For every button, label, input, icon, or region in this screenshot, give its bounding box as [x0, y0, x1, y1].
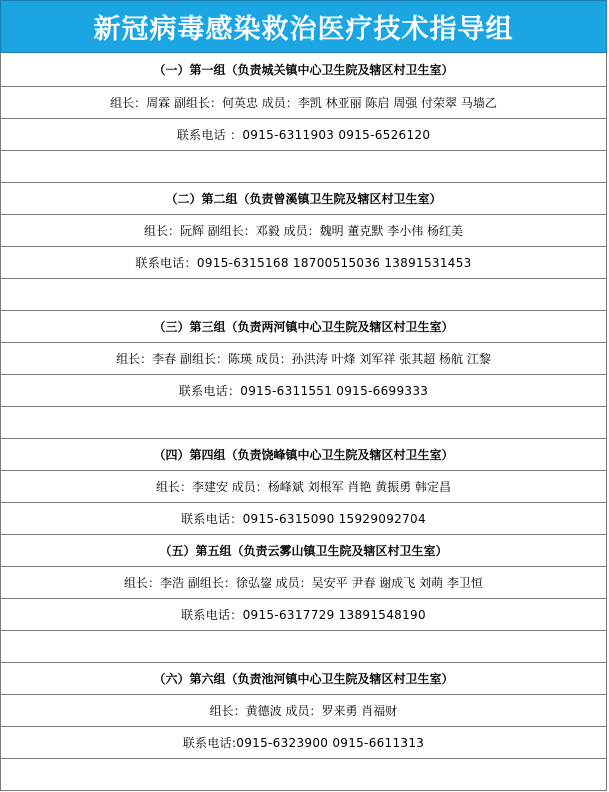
- blank-row: [0, 279, 607, 311]
- group-5-members: 组长：李浩 副组长：徐弘鋆 成员：吴安平 尹春 谢成飞 刘萌 李卫恒: [0, 567, 607, 599]
- blank-row: [0, 151, 607, 183]
- group-5-phone: 联系电话：0915-6317729 13891548190: [0, 599, 607, 631]
- blank-row: [0, 631, 607, 663]
- page-title: 新冠病毒感染救治医疗技术指导组: [93, 14, 514, 45]
- group-3-phone: 联系电话：0915-6311551 0915-6699333: [0, 375, 607, 407]
- group-6-phone: 联系电话:0915-6323900 0915-6611313: [0, 727, 607, 759]
- group-5-heading: （五）第五组（负责云雾山镇卫生院及辖区村卫生室）: [0, 535, 607, 567]
- group-3-heading: （三）第三组（负责两河镇中心卫生院及辖区村卫生室）: [0, 311, 607, 343]
- group-1-members: 组长：周霖 副组长：何英忠 成员：李凯 林亚丽 陈启 周强 付荣翠 马墙乙: [0, 87, 607, 119]
- blank-row: [0, 407, 607, 439]
- group-4-phone: 联系电话：0915-6315090 15929092704: [0, 503, 607, 535]
- blank-row: [0, 759, 607, 791]
- group-2-members: 组长：阮辉 副组长：邓毅 成员：魏明 董克默 李小伟 杨红美: [0, 215, 607, 247]
- group-4-members: 组长：李建安 成员：杨峰斌 刘根军 肖艳 黄振勇 韩定昌: [0, 471, 607, 503]
- group-6-heading: （六）第六组（负责池河镇中心卫生院及辖区村卫生室）: [0, 663, 607, 695]
- group-6-members: 组长：黄德波 成员：罗来勇 肖福财: [0, 695, 607, 727]
- group-4-heading: （四）第四组（负责饶峰镇中心卫生院及辖区村卫生室）: [0, 439, 607, 471]
- group-2-phone: 联系电话：0915-6315168 18700515036 13891531453: [0, 247, 607, 279]
- title-banner: [0, 0, 607, 53]
- group-1-heading: （一）第一组（负责城关镇中心卫生院及辖区村卫生室）: [0, 53, 607, 87]
- group-2-heading: （二）第二组（负责曾溪镇卫生院及辖区村卫生室）: [0, 183, 607, 215]
- group-3-members: 组长：李春 副组长：陈瑛 成员：孙洪涛 叶烽 刘军祥 张其超 杨航 江黎: [0, 343, 607, 375]
- group-1-phone: 联系电话 ：0915-6311903 0915-6526120: [0, 119, 607, 151]
